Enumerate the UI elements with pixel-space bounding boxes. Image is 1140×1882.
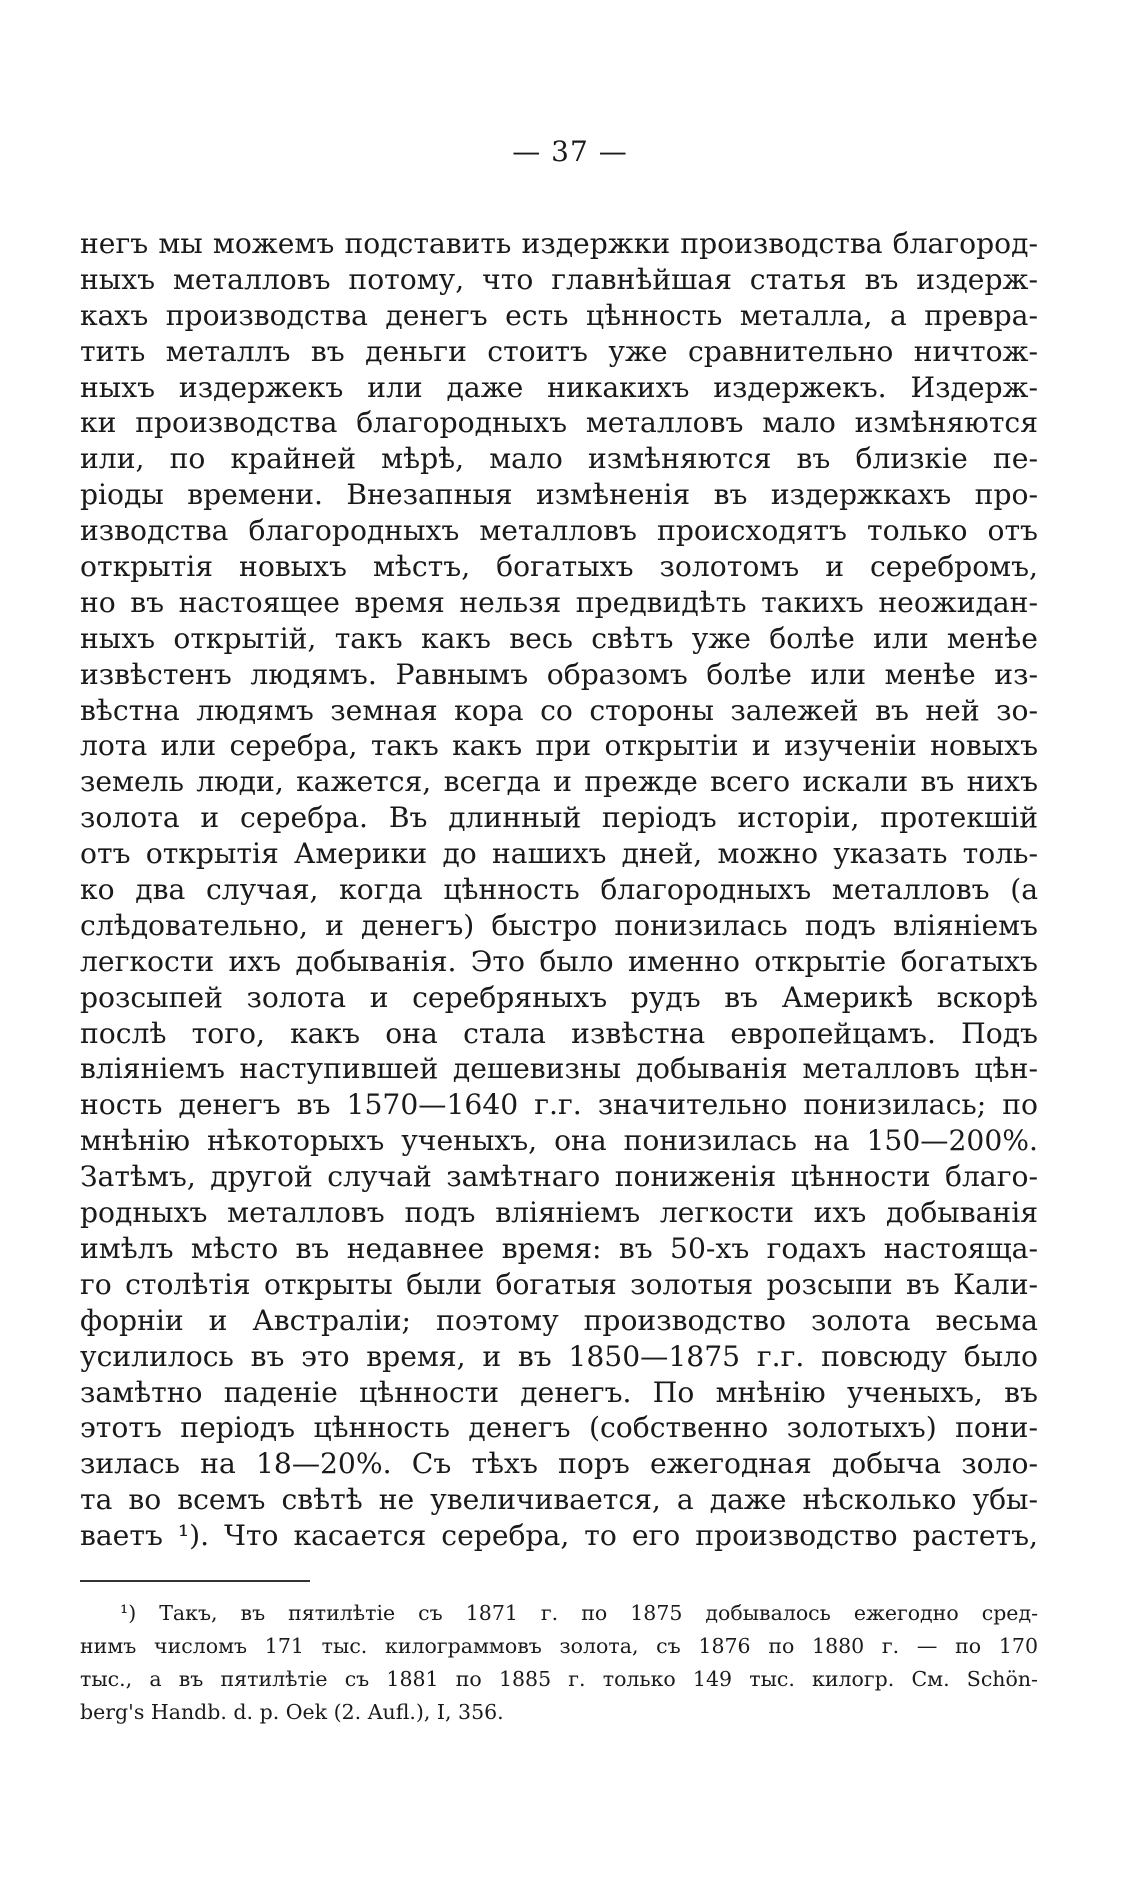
text-line: земель люди, кажется, всегда и прежде всего искали въ нихъ [80, 765, 1038, 799]
body-text [80, 226, 1038, 1554]
text-line: вліяніемъ наступившей дешевизны добыванія металловъ цѣн- [80, 1052, 1038, 1086]
footnote-line: тыс., а въ пятилѣтіе съ 1881 по 1885 г. только 149 тыс. килогр. См. Schön- [80, 1667, 1038, 1691]
text-line: изводства благородныхъ металловъ происходятъ только отъ [80, 514, 1038, 548]
text-line: отъ открытія Америки до нашихъ дней, можно указать толь- [80, 837, 1038, 871]
text-line: ныхъ металловъ потому, что главнѣйшая статья въ издерж- [80, 262, 1038, 296]
footnote [80, 1597, 1038, 1729]
text-line: или, по крайней мѣрѣ, мало измѣняются въ близкіе пе- [80, 442, 1038, 476]
text-line: но въ настоящее время нельзя предвидѣть такихъ неожидан- [80, 585, 1038, 619]
text-line: извѣстенъ людямъ. Равнымъ образомъ болѣе или менѣе из- [80, 657, 1038, 691]
text-line: форніи и Австраліи; поэтому производство золота весьма [80, 1303, 1038, 1337]
text-line: ки производства благородныхъ металловъ мало измѣняются [80, 406, 1038, 440]
text-line: ваетъ ¹). Что касается серебра, то его производство растетъ, [80, 1519, 1038, 1553]
text-line: розсыпей золота и серебряныхъ рудъ въ Америкѣ вскорѣ [80, 980, 1038, 1014]
text-line: этотъ періодъ цѣнность денегъ (собственно золотыхъ) пони- [80, 1411, 1038, 1445]
footnote-separator [80, 1580, 310, 1582]
text-line: имѣлъ мѣсто въ недавнее время: въ 50-хъ годахъ настояща- [80, 1231, 1038, 1265]
footnote-line: нимъ числомъ 171 тыс. килограммовъ золота, съ 1876 по 1880 г. — по 170 [80, 1634, 1038, 1658]
text-line: ко два случая, когда цѣнность благородныхъ металловъ (а [80, 873, 1038, 907]
text-line: открытія новыхъ мѣстъ, богатыхъ золотомъ и серебромъ, [80, 550, 1038, 584]
text-line: ныхъ открытій, такъ какъ весь свѣтъ уже болѣе или менѣе [80, 621, 1038, 655]
text-line: лота или серебра, такъ какъ при открытіи и изученіи новыхъ [80, 729, 1038, 763]
text-line: тить металлъ въ деньги стоитъ уже сравнительно ничтож- [80, 334, 1038, 368]
text-line: родныхъ металловъ подъ вліяніемъ легкости ихъ добыванія [80, 1196, 1038, 1230]
text-line: кахъ производства денегъ есть цѣнность металла, а превра- [80, 298, 1038, 332]
text-line: та во всемъ свѣтѣ не увеличивается, а даже нѣсколько убы- [80, 1483, 1038, 1517]
text-line: мнѣнію нѣкоторыхъ ученыхъ, она понизилась на 150—200%. [80, 1124, 1038, 1158]
text-line: ріоды времени. Внезапныя измѣненія въ издержкахъ про- [80, 478, 1038, 512]
footnote-line: ¹) Такъ, въ пятилѣтіе съ 1871 г. по 1875 добывалось ежегодно сред- [120, 1601, 1038, 1625]
text-line: негъ мы можемъ подставить издержки производства благород- [80, 227, 1038, 260]
page-number: — 37 — [512, 135, 628, 168]
text-line: послѣ того, какъ она стала извѣстна европейцамъ. Подъ [80, 1016, 1038, 1050]
text-line: зилась на 18—20%. Съ тѣхъ поръ ежегодная добыча золо- [80, 1447, 1038, 1481]
text-line: легкости ихъ добыванія. Это было именно открытіе богатыхъ [80, 944, 1038, 978]
text-line: золота и серебра. Въ длинный періодъ исторіи, протекшій [80, 801, 1038, 835]
text-line: слѣдовательно, и денегъ) быстро понизилась подъ вліяніемъ [80, 908, 1038, 942]
text-line: Затѣмъ, другой случай замѣтнаго пониженія цѣнности благо- [80, 1160, 1038, 1194]
footnote-line: berg's Handb. d. p. Oek (2. Aufl.), I, 356. [80, 1700, 504, 1724]
text-line: ность денегъ въ 1570—1640 г.г. значительно понизилась; по [80, 1088, 1038, 1122]
text-line: ныхъ издержекъ или даже никакихъ издержекъ. Издерж- [80, 370, 1038, 404]
text-line: усилилось въ это время, и въ 1850—1875 г.г. повсюду было [80, 1339, 1038, 1373]
text-line: вѣстна людямъ земная кора со стороны залежей въ ней зо- [80, 693, 1038, 727]
text-line: замѣтно паденіе цѣнности денегъ. По мнѣнію ученыхъ, въ [80, 1375, 1038, 1409]
text-line: го столѣтія открыты были богатыя золотыя розсыпи въ Кали- [80, 1267, 1038, 1301]
